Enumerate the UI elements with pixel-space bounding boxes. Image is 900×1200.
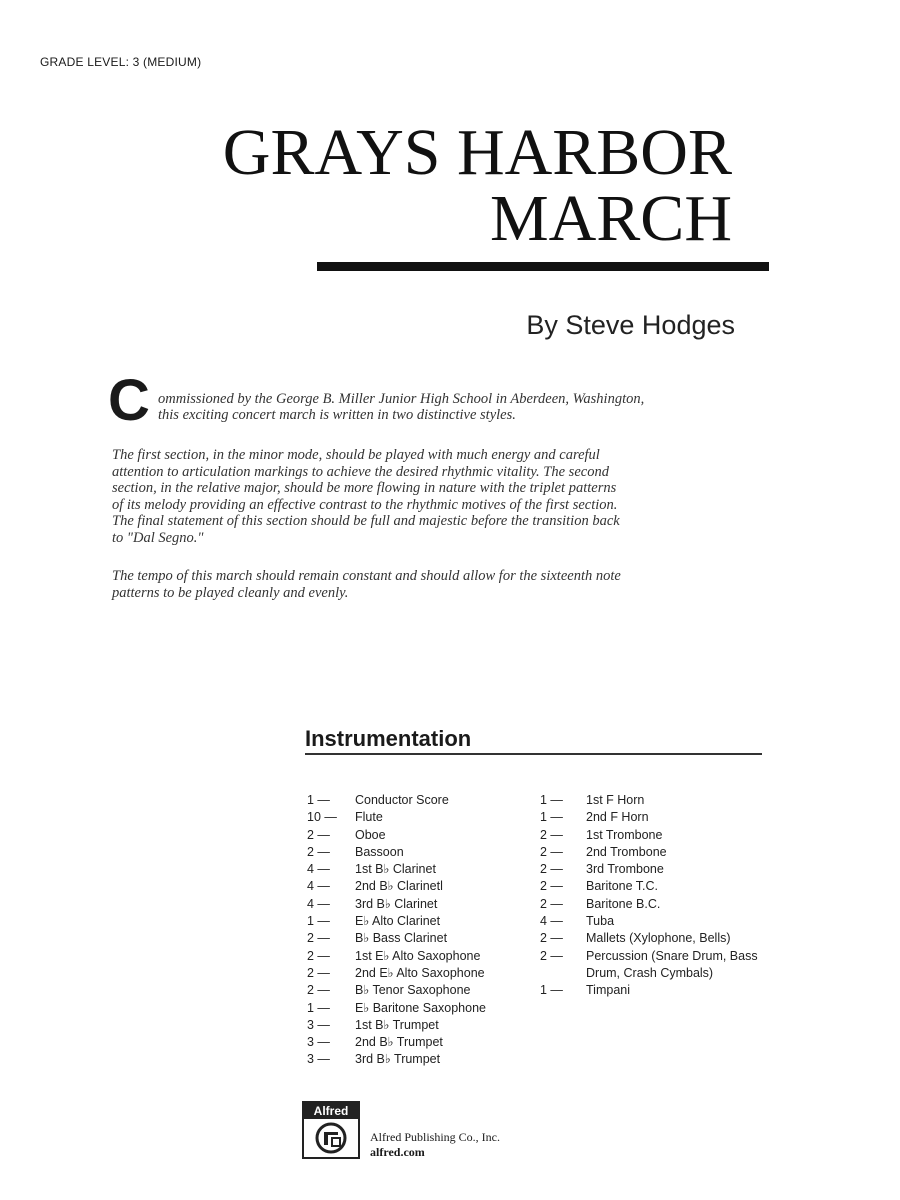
instrument-name: 3rd Trombone: [586, 862, 664, 877]
instrument-qty: 4 —: [307, 862, 330, 877]
instrument-name: 1st Trombone: [586, 827, 663, 842]
publisher-name: Alfred Publishing Co., Inc.: [370, 1130, 500, 1144]
title-rule: [317, 262, 769, 271]
instrument-qty: 2 —: [540, 862, 563, 877]
instrument-row: [305, 930, 535, 947]
title-line-1: GRAYS HARBOR: [222, 116, 732, 189]
alfred-logo: [302, 1101, 360, 1159]
alfred-logo-text: Alfred: [304, 1103, 358, 1119]
paragraph-line: The final statement of this section should be full and majestic before the transition back: [112, 513, 620, 529]
instrument-qty: 2 —: [540, 827, 563, 842]
instrument-row: [540, 948, 770, 983]
publisher-url: alfred.com: [370, 1145, 425, 1159]
intro-paragraph: [158, 391, 764, 423]
instrument-list-left: [305, 792, 535, 1069]
title-line-2: MARCH: [489, 182, 732, 255]
instrument-qty: 1 —: [540, 983, 563, 998]
instrument-row: [540, 844, 770, 861]
instrument-qty: 1 —: [540, 810, 563, 825]
instrument-qty: 2 —: [540, 948, 563, 963]
instrument-qty: 1 —: [307, 914, 330, 929]
instrument-name: Bassoon: [355, 844, 404, 859]
instrument-name: 2nd B♭ Trumpet: [355, 1035, 443, 1050]
instrument-qty: 2 —: [307, 965, 330, 980]
instrument-row: [305, 1051, 535, 1068]
instrument-row: [540, 861, 770, 878]
paragraph-line: The first section, in the minor mode, should be played with much energy and careful: [112, 447, 600, 463]
instrument-name: 2nd Trombone: [586, 844, 667, 859]
instrument-qty: 1 —: [540, 793, 563, 807]
instrument-name: 1st F Horn: [586, 793, 645, 807]
paragraph-line: patterns to be played cleanly and evenly.: [112, 584, 349, 601]
instrument-row: [305, 982, 535, 999]
instrument-row: [305, 965, 535, 982]
paragraph-line: section, in the relative major, should be more flowing in nature with the triplet patterns: [112, 480, 617, 496]
instrument-name: 3rd B♭ Trumpet: [355, 1052, 441, 1067]
instrument-row: [305, 827, 535, 844]
paragraph-line: The tempo of this march should remain constant and should allow for the sixteenth note: [112, 568, 621, 584]
paragraph-line: to "Dal Segno.": [112, 529, 204, 546]
instrument-qty: 4 —: [307, 896, 330, 911]
instrument-qty: 2 —: [540, 879, 563, 894]
drop-cap: C: [108, 368, 150, 433]
instrument-list-right: [540, 792, 770, 1000]
instrument-row: [540, 896, 770, 913]
instrument-name: B♭ Bass Clarinet: [355, 931, 448, 946]
paragraph-tempo: [112, 568, 764, 601]
instrument-name: E♭ Alto Clarinet: [355, 914, 441, 929]
instrument-row: [540, 827, 770, 844]
instrument-name: 1st B♭ Trumpet: [355, 1017, 439, 1032]
instrument-name: 1st B♭ Clarinet: [355, 862, 436, 877]
instrument-qty: 2 —: [540, 896, 563, 911]
instrument-qty: 3 —: [307, 1017, 330, 1032]
instrument-name: B♭ Tenor Saxophone: [355, 983, 471, 998]
instrument-qty: 2 —: [540, 931, 563, 946]
paragraph-first-section: [112, 447, 764, 546]
paragraph-line: of its melody providing an effective contrast to the rhythmic motives of the first section.: [112, 496, 618, 513]
instrument-name: Conductor Score: [355, 793, 449, 807]
instrument-qty: 2 —: [307, 931, 330, 946]
instrument-row: [305, 948, 535, 965]
instrumentation-heading: Instrumentation: [305, 726, 472, 751]
instrument-row: [305, 913, 535, 930]
instrument-row: [305, 1000, 535, 1017]
instrument-name: Percussion (Snare Drum, Bass Drum, Crash Cymbals): [586, 948, 758, 980]
instrument-name: Flute: [355, 810, 383, 825]
instrument-qty: 3 —: [307, 1035, 330, 1050]
instrument-row: [540, 809, 770, 826]
instrument-row: [305, 861, 535, 878]
instrument-qty: 1 —: [307, 793, 330, 807]
instrument-row: [540, 792, 770, 809]
instrument-row: [540, 982, 770, 999]
intro-line: this exciting concert march is written in two distinctive styles.: [158, 407, 516, 423]
instrument-name: 3rd B♭ Clarinet: [355, 896, 438, 911]
grade-level: GRADE LEVEL: 3 (MEDIUM): [40, 55, 202, 69]
instrument-name: Timpani: [586, 983, 630, 998]
instrument-qty: 3 —: [307, 1052, 330, 1067]
instrument-qty: 10 —: [307, 810, 337, 825]
instrument-name: 2nd F Horn: [586, 810, 649, 825]
instrument-qty: 2 —: [307, 844, 330, 859]
instrument-row: [540, 878, 770, 895]
instrument-row: [540, 930, 770, 947]
instrument-row: [305, 896, 535, 913]
instrument-row: [305, 878, 535, 895]
instrument-qty: 2 —: [540, 844, 563, 859]
instrument-qty: 4 —: [307, 879, 330, 894]
instrument-row: [305, 1034, 535, 1051]
instrument-name: 2nd E♭ Alto Saxophone: [355, 965, 485, 980]
instrument-row: [305, 844, 535, 861]
instrument-name: Mallets (Xylophone, Bells): [586, 931, 731, 946]
page-title: [222, 116, 732, 255]
instrument-row: [305, 1017, 535, 1034]
instrument-name: E♭ Baritone Saxophone: [355, 1000, 486, 1015]
instrument-name: Oboe: [355, 827, 386, 842]
instrument-name: Tuba: [586, 914, 615, 929]
instrumentation-rule: [305, 753, 762, 755]
instrument-name: Baritone B.C.: [586, 896, 661, 911]
paragraph-line: attention to articulation markings to achieve the desired rhythmic vitality. The second: [112, 463, 609, 480]
instrument-qty: 2 —: [307, 948, 330, 963]
author: By Steve Hodges: [526, 310, 735, 340]
instrument-name: 2nd B♭ Clarinetl: [355, 879, 443, 894]
instrument-row: [305, 792, 535, 809]
instrument-qty: 2 —: [307, 827, 330, 842]
instrument-name: 1st E♭ Alto Saxophone: [355, 948, 481, 963]
instrument-qty: 4 —: [540, 914, 563, 929]
instrument-qty: 1 —: [307, 1000, 330, 1015]
instrument-row: [540, 913, 770, 930]
instrument-name: Baritone T.C.: [586, 879, 659, 894]
alfred-logo-icon: [310, 1121, 352, 1155]
instrument-qty: 2 —: [307, 983, 330, 998]
instrument-row: [305, 809, 535, 826]
publisher-info: [370, 1130, 500, 1160]
intro-line: ommissioned by the George B. Miller Junior High School in Aberdeen, Washington,: [158, 391, 645, 407]
